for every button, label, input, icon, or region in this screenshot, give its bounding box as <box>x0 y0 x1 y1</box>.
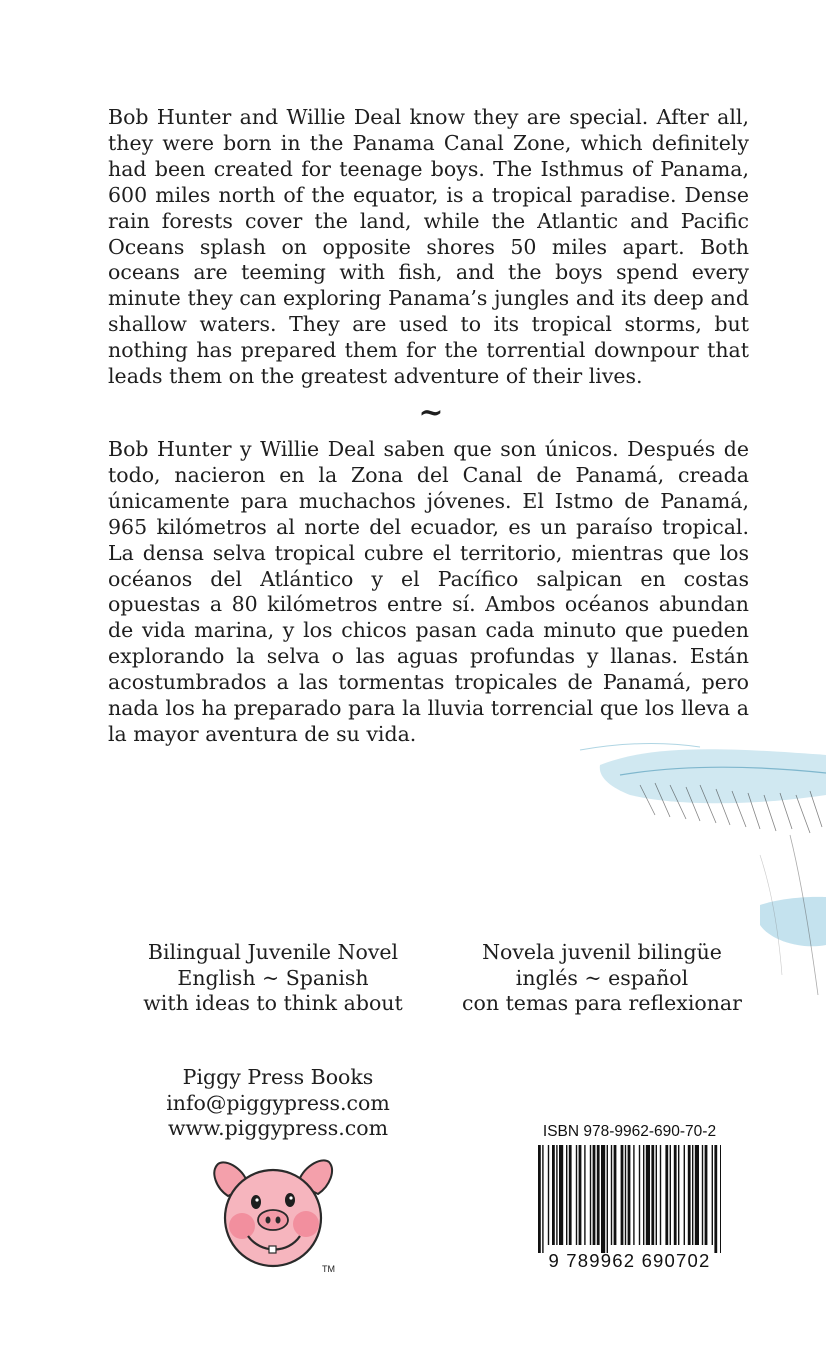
barcode-bar <box>552 1145 555 1245</box>
spanish-info-block <box>452 940 752 1017</box>
info-line-tagline: with ideas to think about <box>143 991 403 1015</box>
barcode-bar <box>646 1145 650 1245</box>
publisher-email[interactable]: info@piggypress.com <box>166 1090 390 1115</box>
publisher-website[interactable]: www.piggypress.com <box>167 1116 389 1140</box>
barcode-bar <box>597 1145 600 1245</box>
barcode-bar <box>556 1145 557 1245</box>
english-info-block <box>128 940 418 1017</box>
barcode-bar <box>614 1145 617 1245</box>
barcode-bar <box>670 1145 671 1245</box>
barcode-bar <box>611 1145 612 1245</box>
blurb-separator: ~ <box>418 395 444 430</box>
barcode-bar <box>656 1145 657 1245</box>
barcode-bar <box>576 1145 577 1245</box>
barcode-bar <box>548 1145 549 1245</box>
barcode-bar <box>705 1145 708 1245</box>
barcode-digits: 9 789962 690702 <box>548 1250 711 1271</box>
info-line-genre: Bilingual Juvenile Novel <box>147 940 399 964</box>
barcode-bar <box>584 1145 585 1245</box>
barcode-bar <box>684 1145 685 1245</box>
publisher-block <box>128 1065 428 1142</box>
english-blurb: Bob Hunter and Willie Deal know they are special. After all, they were born in the Panama Canal Zone, which definitely had been created for teenage boys. The Isthmus of Panama, 600 miles north of the equator, is a tropical paradise. Dense rain forests cover the land, while the Atlantic and Pacific Oceans splash on opposite shores 50 miles apart. Both oceans are teeming with fish, and the boys spend every minute they can exploring Panama’s jungles and its deep and shallow waters. They are used to its tropical storms, but nothing has prepared them for the torrential downpour that leads them on the greatest adventure of their lives. <box>108 105 749 389</box>
barcode-bar <box>692 1145 693 1245</box>
barcode-bar <box>628 1145 631 1245</box>
info-line-genre-es: Novela juvenil bilingüe <box>482 940 722 964</box>
barcode-bar <box>593 1145 596 1245</box>
barcode-bar <box>651 1145 654 1245</box>
barcode-bar <box>538 1145 541 1253</box>
info-line-tagline-es: con temas para reflexionar <box>462 991 742 1015</box>
info-line-languages: English ~ Spanish <box>177 965 369 990</box>
barcode-bar <box>665 1145 668 1245</box>
barcode-bar <box>695 1145 699 1245</box>
barcode-bar <box>674 1145 677 1245</box>
barcode-bar <box>678 1145 679 1245</box>
isbn-barcode <box>532 1115 727 1276</box>
barcode-bar <box>639 1145 640 1245</box>
trademark-mark: TM <box>322 1264 335 1274</box>
barcode-bar <box>714 1145 717 1253</box>
barcode-bar <box>621 1145 624 1245</box>
barcode-bar <box>702 1145 703 1245</box>
barcode-bar <box>579 1145 582 1245</box>
barcode-bar <box>601 1145 605 1253</box>
barcode-bars <box>538 1145 721 1253</box>
isbn-label: ISBN 978-9962-690-70-2 <box>542 1123 717 1140</box>
barcode-bar <box>643 1145 644 1245</box>
barcode-bar <box>607 1145 608 1253</box>
barcode-bar <box>720 1145 721 1253</box>
pig-face-icon <box>206 1156 341 1276</box>
barcode-bar <box>542 1145 543 1253</box>
info-line-languages-es: inglés ~ español <box>515 965 689 990</box>
barcode-bar <box>566 1145 567 1245</box>
barcode-bar <box>688 1145 691 1245</box>
barcode-bar <box>569 1145 572 1245</box>
barcode-bar <box>590 1145 591 1245</box>
barcode-bar <box>625 1145 626 1245</box>
barcode-bar <box>559 1145 563 1245</box>
spanish-blurb: Bob Hunter y Willie Deal saben que son únicos. Después de todo, nacieron en la Zona del Canal de Panamá, creada únicamente para muchachos jóvenes. El Istmo de Panamá, 965 kilómetros al norte del ecuador, es un paraíso tropical. La densa selva tropical cubre el territorio, mientras que los océanos del Atlántico y el Pacífico salpican en costas opuestas a 80 kilómetros entre sí. Ambos océanos abundan de vida marina, y los chicos pasan cada minuto que pueden explorando la selva o las aguas profundas y llanas. Están acostumbrados a las tormentas tropicales de Panamá, pero nada los ha preparado para la lluvia torrencial que los lleva a la mayor aventura de su vida. <box>108 437 749 746</box>
barcode-bar <box>633 1145 634 1245</box>
publisher-name: Piggy Press Books <box>182 1065 374 1089</box>
barcode-bar <box>660 1145 661 1245</box>
barcode-bar <box>712 1145 713 1245</box>
